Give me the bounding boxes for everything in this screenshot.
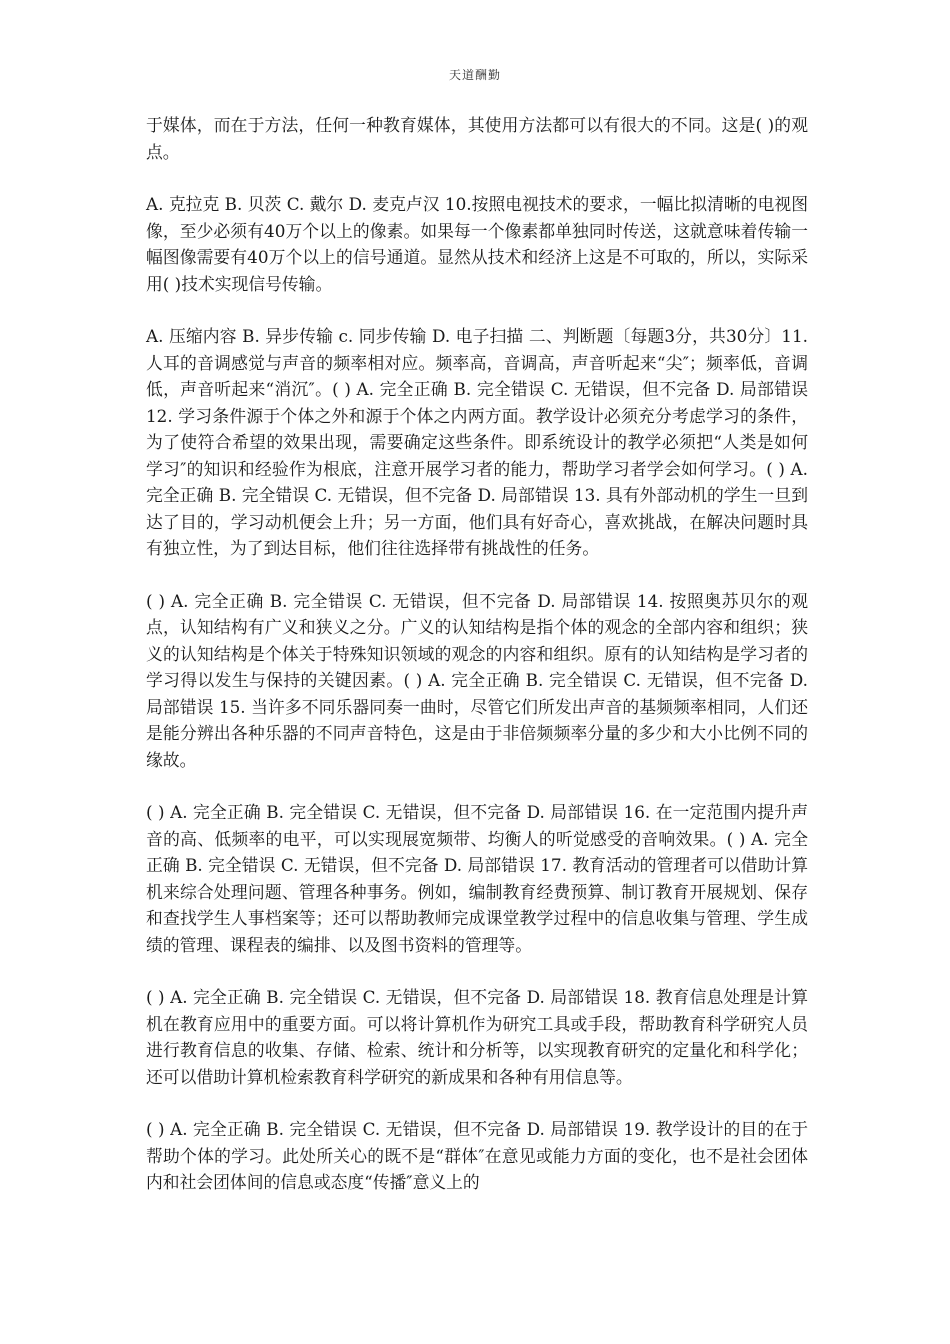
paragraph: ( ) A. 完全正确 B. 完全错误 C. 无错误，但不完备 D. 局部错误 19. 教学设计的目的在于帮助个体的学习。此处所关心的既不是“群体″在意见或能力方面的变化，也不是社会团体内和社会团体间的信息或态度“传播″意义上的 bbox=[146, 1119, 808, 1192]
paragraph: ( ) A. 完全正确 B. 完全错误 C. 无错误，但不完备 D. 局部错误 14. 按照奥苏贝尔的观点，认知结构有广义和狭义之分。广义的认知结构是指个体的观念的全部内容和组织；狭义的认知结构是个体关于特殊知识领域的观念的内容和组织。原有的认知结构是学习者的学习得以发生与保持的关键因素。( ) A. 完全正确 B. 完全错误 C. 无错误，但不完备 D. 局部错误 15. 当许多不同乐器同奏一曲时，尽管它们所发出声音的基频频率相同，人们还是能分辨出各种乐器的不同声音特色，这是由于非倍频频率分量的多少和大小比例不同的缘故。 bbox=[146, 590, 808, 770]
paragraph: A. 压缩内容 B. 异步传输 c. 同步传输 D. 电子扫描 二、判断题〔每题3分，共30分〕11. 人耳的音调感觉与声音的频率相对应。频率高，音调高，声音听起来“尖″；频率低，音调低，声音听起来“消沉″。( ) A. 完全正确 B. 完全错误 C. 无错误，但不完备 D. 局部错误 12. 学习条件源于个体之外和源于个体之内两方面。教学设计必须充分考虑学习的条件，为了使符合希望的效果出现，需要确定这些条件。即系统设计的教学必须把“人类是如何学习″的知识和经验作为根底，注意开展学习者的能力，帮助学习者学会如何学习。( ) A. 完全正确 B. 完全错误 C. 无错误，但不完备 D. 局部错误 13. 具有外部动机的学生一旦到达了目的，学习动机便会上升；另一方面，他们具有好奇心，喜欢挑战，在解决问题时具有独立性，为了到达目标，他们往往选择带有挑战性的任务。 bbox=[146, 326, 808, 558]
paragraph: ( ) A. 完全正确 B. 完全错误 C. 无错误，但不完备 D. 局部错误 16. 在一定范围内提升声音的高、低频率的电平，可以实现展宽频带、均衡人的听觉感受的音响效果。( ) A. 完全正确 B. 完全错误 C. 无错误，但不完备 D. 局部错误 17. 教育活动的管理者可以借助计算机来综合处理问题、管理各种事务。例如，编制教育经费预算、制订教育开展规划、保存和查找学生人事档案等；还可以帮助教师完成课堂教学过程中的信息收集与管理、学生成绩的管理、课程表的编排、以及图书资料的管理等。 bbox=[146, 802, 808, 955]
paragraph: 于媒体，而在于方法，任何一种教育媒体，其使用方法都可以有很大的不同。这是( )的观点。 bbox=[146, 115, 808, 162]
page-header: 天道酬勤 bbox=[448, 68, 501, 82]
paragraph: ( ) A. 完全正确 B. 完全错误 C. 无错误，但不完备 D. 局部错误 18. 教育信息处理是计算机在教育应用中的重要方面。可以将计算机作为研究工具或手段，帮助教育科学研究人员进行教育信息的收集、存储、检索、统计和分析等，以实现教育研究的定量化和科学化；还可以借助计算机检索教育科学研究的新成果和各种有用信息等。 bbox=[146, 987, 808, 1087]
document-body bbox=[146, 112, 808, 1222]
paragraph: A. 克拉克 B. 贝茨 C. 戴尔 D. 麦克卢汉 10.按照电视技术的要求，一幅比拟清晰的电视图像，至少必须有40万个以上的像素。如果每一个像素都单独同时传送，这就意味着传输一幅图像需要有40万个以上的信号通道。显然从技术和经济上这是不可取的，所以，实际采用( )技术实现信号传输。 bbox=[146, 194, 808, 294]
